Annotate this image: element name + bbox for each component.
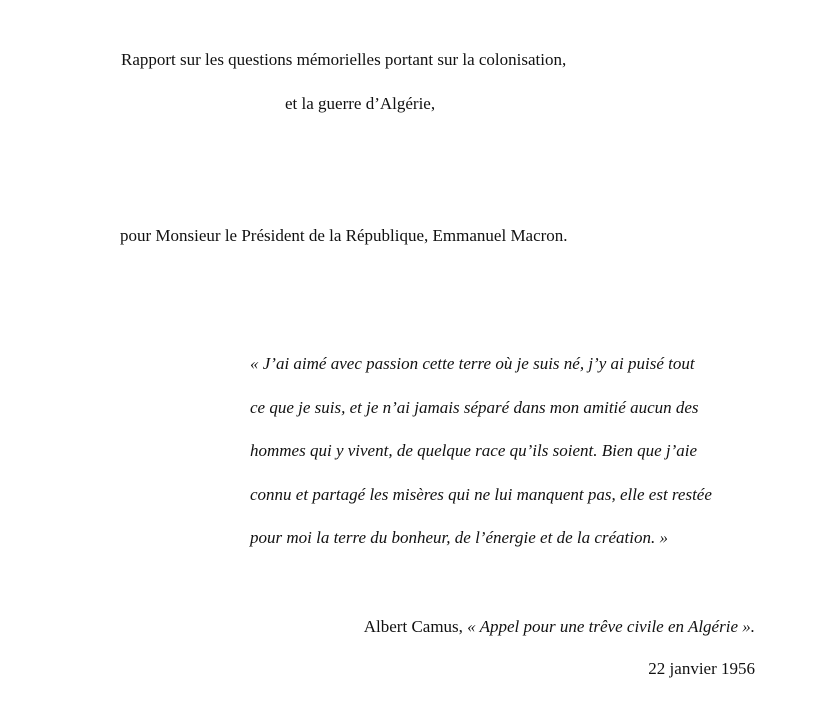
- epigraph-author: Albert Camus,: [363, 617, 463, 636]
- epigraph-attribution: [364, 616, 755, 638]
- epigraph-line: ce que je suis, et je n’ai jamais séparé dans mon amitié aucun des: [250, 398, 699, 417]
- report-title-line-1: Rapport sur les questions mémorielles portant sur la colonisation,: [121, 50, 567, 69]
- epigraph-line: connu et partagé les misères qui ne lui manquent pas, elle est restée: [250, 485, 712, 504]
- epigraph-work-title: « Appel pour une trêve civile en Algérie ».: [467, 617, 755, 636]
- epigraph-line: « J’ai aimé avec passion cette terre où je suis né, j’y ai puisé tout: [250, 354, 695, 373]
- dedication-line: pour Monsieur le Président de la République, Emmanuel Macron.: [120, 226, 568, 245]
- epigraph-line: pour moi la terre du bonheur, de l’énergie et de la création. »: [250, 528, 668, 547]
- epigraph-line: hommes qui y vivent, de quelque race qu’ils soient. Bien que j’aie: [250, 441, 698, 460]
- report-title-line-2: et la guerre d’Algérie,: [285, 94, 436, 113]
- epigraph-date: 22 janvier 1956: [648, 659, 755, 678]
